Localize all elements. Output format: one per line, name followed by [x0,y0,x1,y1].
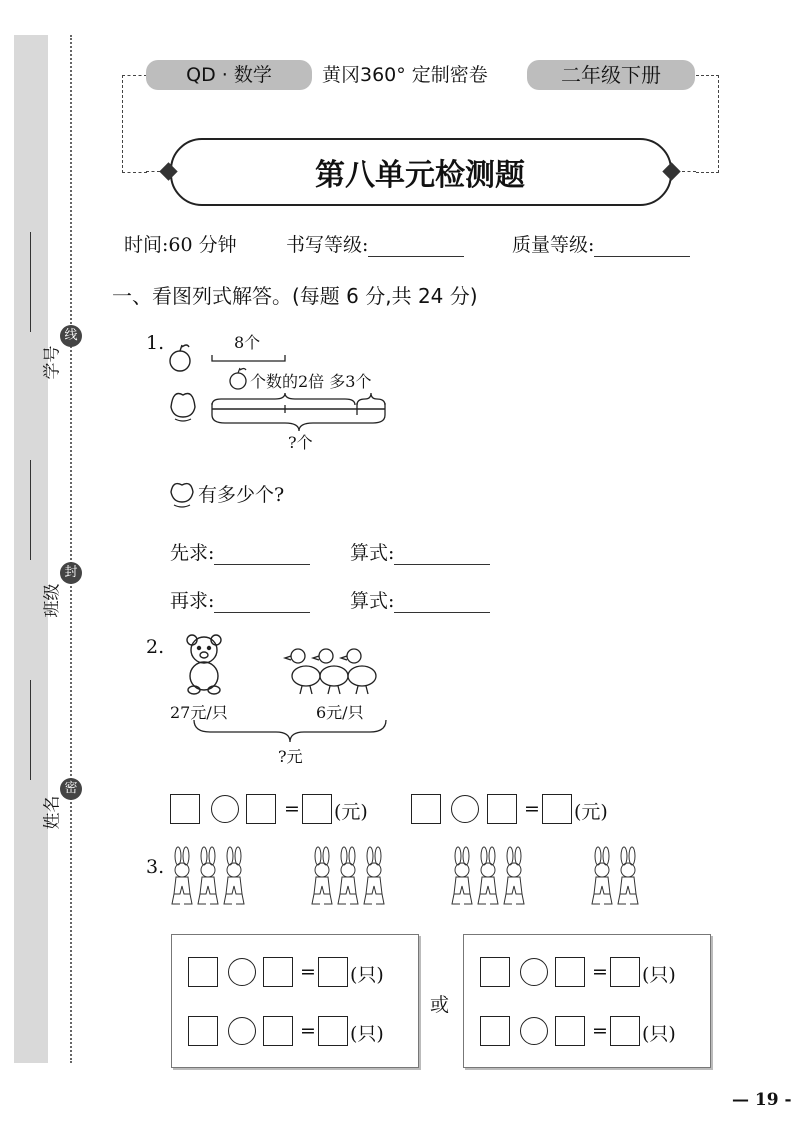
q2-total-brace [190,718,390,744]
q3-answer-box[interactable] [480,957,510,987]
equals-sign: = [300,961,316,983]
subject-badge: QD · 数学 [146,60,312,90]
q3-result-box[interactable] [318,1016,348,1046]
q2-answer-box[interactable] [487,794,517,824]
rabbit-group-icon [172,847,244,904]
name-blank [30,680,31,780]
q1-question: 有多少个? [198,484,285,506]
q3-answer-box[interactable] [263,957,293,987]
class-label: 班级 [42,583,63,618]
quality-grade-field[interactable] [512,230,690,257]
cut-dotted-line [70,35,72,1063]
name-label: 姓名 [42,795,63,830]
question-1-number: 1. [146,332,165,354]
rabbit-group-icon [452,847,524,904]
total-brace [212,415,385,431]
question-3-number: 3. [146,856,165,878]
header-bracket-right [696,75,719,173]
equals-sign: = [592,961,608,983]
header-dash-left [146,171,160,172]
q3-answer-box[interactable] [188,1016,218,1046]
q3-unit: (只) [642,1023,676,1045]
duckling-icons [285,649,376,694]
q1-formula1-label: 算式: [350,542,395,564]
q3-result-box[interactable] [610,957,640,987]
grade-badge: 二年级下册 [527,60,695,90]
q1-formula1-field[interactable] [350,538,490,565]
section-heading: 一、看图列式解答。(每题 6 分,共 24 分) [112,284,478,308]
q2-unit: (元) [574,801,608,823]
or-label: 或 [430,994,450,1016]
q3-answer-box[interactable] [188,957,218,987]
q3-operator-circle[interactable] [520,958,548,986]
q1-first-label: 先求: [170,542,215,564]
question-2-number: 2. [146,636,165,658]
q3-answer-frame-right [463,934,711,1068]
q1-relation-label: 个数的2倍 多3个 [250,372,372,391]
seal-seal-mark: 封 [60,562,82,584]
q3-answer-box[interactable] [555,1016,585,1046]
peach-question-icon [168,478,196,508]
q3-answer-box[interactable] [555,957,585,987]
quality-grade-label: 质量等级: [512,234,595,256]
extra-brace [357,393,385,405]
q3-answer-frame-left [171,934,419,1068]
duck-price: 6元/只 [316,703,364,722]
q3-result-box[interactable] [610,1016,640,1046]
seal-dense-mark: 密 [60,778,82,800]
q3-unit: (只) [350,1023,384,1045]
q1-first-field[interactable] [170,538,310,565]
equals-sign: = [300,1020,316,1042]
q1-then-label: 再求: [170,590,215,612]
apple-small-icon [230,368,246,389]
q2-result-box[interactable] [302,794,332,824]
apple-bar [212,355,285,361]
q1-formula2-field[interactable] [350,586,490,613]
q3-operator-circle[interactable] [228,1017,256,1045]
q2-answer-box[interactable] [246,794,276,824]
q2-total-label: ?元 [278,747,303,766]
binding-strip [14,35,48,1063]
series-title: 黄冈360° 定制密卷 [322,64,488,86]
q1-top-label: 8个 [234,333,261,352]
seal-line-mark: 线 [60,325,82,347]
q3-answer-box[interactable] [480,1016,510,1046]
q2-operator-circle[interactable] [451,795,479,823]
header-bracket-left [122,75,147,173]
rabbit-group-icon [312,847,384,904]
q3-operator-circle[interactable] [520,1017,548,1045]
q1-then-field[interactable] [170,586,310,613]
page-number: — 19 - [732,1090,792,1110]
peach-icon [171,394,195,422]
apple-icon [170,345,190,371]
q3-operator-circle[interactable] [228,958,256,986]
student-no-label: 学号 [42,345,63,380]
q2-unit: (元) [334,801,368,823]
teddy-bear-icon [187,635,221,694]
q1-formula2-label: 算式: [350,590,395,612]
equals-sign: = [592,1020,608,1042]
q2-result-box[interactable] [542,794,572,824]
rabbit-group-icon [592,847,638,904]
q3-unit: (只) [350,964,384,986]
writing-grade-field[interactable] [286,230,464,257]
q2-operator-circle[interactable] [211,795,239,823]
q2-answer-box[interactable] [170,794,200,824]
q2-answer-box[interactable] [411,794,441,824]
double-brace [212,393,355,405]
page-title: 第八单元检测题 [315,158,525,193]
bear-price: 27元/只 [170,703,228,722]
equals-sign: = [284,798,300,820]
q3-answer-box[interactable] [263,1016,293,1046]
time-info: 时间:60 分钟 [124,234,237,256]
q1-total-label: ?个 [288,433,313,452]
q3-unit: (只) [642,964,676,986]
q3-result-box[interactable] [318,957,348,987]
q2-pictures [180,630,390,700]
equals-sign: = [524,798,540,820]
header-dash-right [682,171,696,172]
writing-grade-label: 书写等级: [286,234,369,256]
rabbit-groups [166,846,666,914]
student-no-blank [30,232,31,332]
class-blank [30,460,31,560]
